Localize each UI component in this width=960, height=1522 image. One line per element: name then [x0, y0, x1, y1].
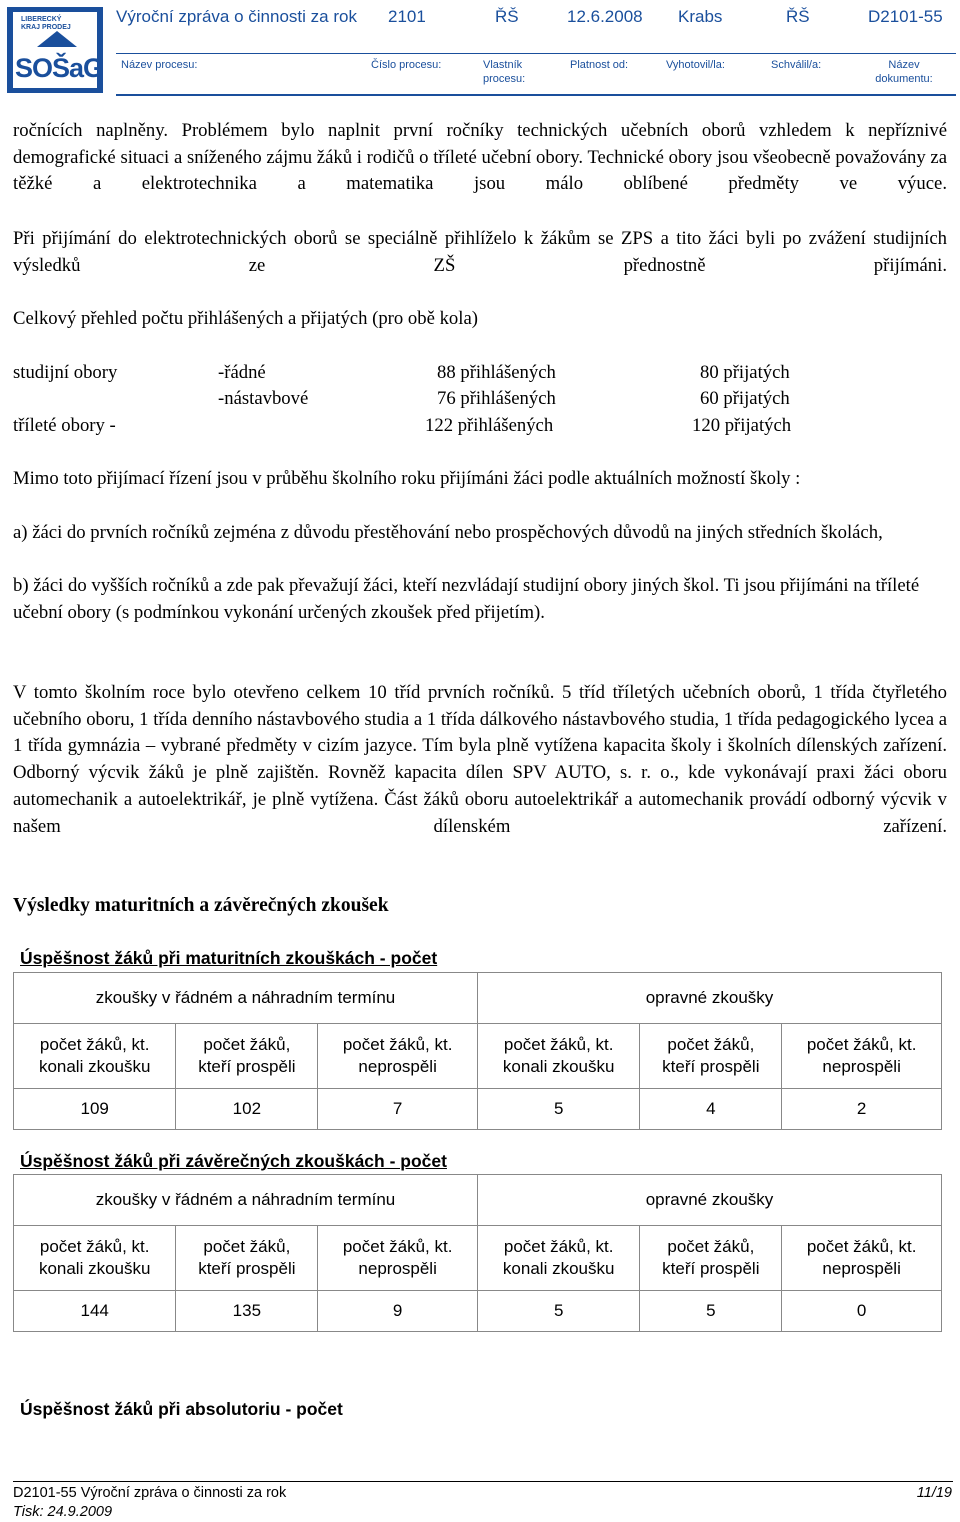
final-exam-results-table: [13, 1174, 942, 1332]
col-failed: počet žáků, kt. neprospěli: [318, 1226, 478, 1291]
col-took-exam: počet žáků, kt. konali zkoušku: [14, 1024, 176, 1089]
results-heading: Výsledky maturitních a závěrečných zkoušek: [13, 895, 389, 916]
footer-page-number: 11/19: [916, 1485, 952, 1501]
footer-doc-name: D2101-55 Výroční zpráva o činnosti za rok: [13, 1485, 287, 1501]
maturita-table-title: Úspěšnost žáků při maturitních zkouškách - počet: [20, 948, 438, 968]
label-owner: Vlastník procesu:: [483, 59, 526, 85]
value-failed: 9: [318, 1291, 478, 1332]
paragraph-ongoing-admission: Mimo toto přijímací řízení jsou v průběhu školního roku přijímáni žáci podle aktuálních možností školy :: [13, 468, 801, 489]
overview-row1-admitted: 80 přijatých: [700, 362, 790, 383]
group-regular: zkoušky v řádném a náhradním termínu: [14, 973, 478, 1024]
document-header: [0, 0, 960, 98]
col-retake-took-exam: počet žáků, kt. konali zkoušku: [477, 1024, 639, 1089]
label-process-name: Název procesu:: [121, 59, 198, 71]
overview-row1-applied: 88 přihlášených: [437, 362, 556, 383]
label-valid-from: Platnost od:: [570, 59, 629, 71]
value-retake-took-exam: 5: [477, 1291, 639, 1332]
logo-top-text: LIBERECKÝ KRAJ PRODEJ: [21, 16, 71, 31]
value-retake-failed: 0: [782, 1291, 942, 1332]
col-took-exam: počet žáků, kt. konali zkoušku: [14, 1226, 176, 1291]
header-bottom-rule: [116, 94, 956, 96]
overview-title: Celkový přehled počtu přihlášených a přijatých (pro obě kola): [13, 308, 478, 329]
header-process-no: 2101: [388, 7, 426, 26]
value-retake-passed: 5: [640, 1291, 782, 1332]
header-divider: [116, 53, 956, 54]
label-made-by: Vyhotovil/la:: [666, 59, 725, 71]
header-made-by: Krabs: [678, 7, 723, 26]
col-retake-took-exam: počet žáků, kt. konali zkoušku: [477, 1226, 639, 1291]
label-doc-name: Název dokumentu:: [875, 59, 933, 85]
value-retake-failed: 2: [782, 1089, 942, 1130]
header-title: Výroční zpráva o činnosti za rok: [116, 7, 357, 26]
col-retake-failed: počet žáků, kt. neprospěli: [782, 1024, 942, 1089]
table-row: [14, 1291, 942, 1332]
label-process-no: Číslo procesu:: [371, 59, 442, 71]
paragraph-classes: V tomto školním roce bylo otevřeno celkem 10 tříd prvních ročníků. 5 tříd tříletých učebních oborů, 1 třída čtyřletého učebního oboru, 1 třída denního nástavbového studia a 1 třída dálkového nástavbového studia, 1 třída pedagogického lycea a 1 třída gymnázia – vybrané předměty v cizím jazyce. Tím byla plně vytížena kapacita školy i školních dílenských zařízení. Odborný výcvik žáků je plně zajištěn. Rovněž kapacita dílen SPV AUTO, s. r. o., kde vykonávají praxi žáci oboru automechanik a autoelektrikář, je plně vytížena. Část žáků oboru autoelektrikář a automechanik provádí odborný výcvik v našem dílenském zařízení.: [13, 682, 947, 837]
col-passed: počet žáků, kteří prospěli: [176, 1024, 318, 1089]
label-approved-by: Schválil/a:: [771, 59, 822, 71]
overview-row1-label: studijní obory: [13, 362, 118, 383]
logo-brand-text: SOŠaG: [15, 53, 104, 83]
overview-row2-admitted: 60 přijatých: [700, 388, 790, 409]
overview-row1-type: -řádné: [218, 362, 266, 383]
overview-row3-applied: 122 přihlášených: [425, 415, 554, 436]
paragraph-case-a: a) žáci do prvních ročníků zejména z důvodu přestěhování nebo prospěchových důvodů na jiných středních školách,: [13, 522, 883, 543]
header-valid-from: 12.6.2008: [567, 7, 643, 26]
value-failed: 7: [318, 1089, 478, 1130]
footer-rule: [13, 1481, 953, 1482]
paragraph-admission: Při přijímání do elektrotechnických oborů se speciálně přihlíželo k žákům se ZPS a tito žáci byli po zvážení studijních výsledků ze ZŠ přednostně přijímáni.: [13, 228, 947, 276]
overview-row3-admitted: 120 přijatých: [692, 415, 792, 436]
value-retake-took-exam: 5: [477, 1089, 639, 1130]
col-retake-passed: počet žáků, kteří prospěli: [640, 1024, 782, 1089]
value-took-exam: 109: [14, 1089, 176, 1130]
table-column-header: [14, 1024, 942, 1089]
col-failed: počet žáků, kt. neprospěli: [318, 1024, 478, 1089]
col-retake-failed: počet žáků, kt. neprospěli: [782, 1226, 942, 1291]
document-footer: [0, 1481, 960, 1522]
group-regular: zkoušky v řádném a náhradním termínu: [14, 1175, 478, 1226]
paragraph-intro: ročnících naplněny. Problémem bylo naplnit první ročníky technických učebních oborů vzhledem k nepříznivé demografické situaci a sníženého zájmu žáků i rodičů o tříleté učební obory. Technické obory jsou všeobecně považovány za těžké a elektrotechnika a matematika jsou málo oblíbené předměty ve výuce.: [13, 120, 947, 195]
final-exam-table-title: Úspěšnost žáků při závěrečných zkouškách - počet: [20, 1151, 447, 1171]
table-group-header: [14, 973, 942, 1024]
col-retake-passed: počet žáků, kteří prospěli: [640, 1226, 782, 1291]
table-group-header: [14, 1175, 942, 1226]
header-doc-name: D2101-55: [868, 7, 943, 26]
value-passed: 102: [176, 1089, 318, 1130]
group-retake: opravné zkoušky: [477, 1175, 941, 1226]
footer-print-date: Tisk: 24.9.2009: [13, 1504, 113, 1520]
maturita-results-table: [13, 972, 942, 1130]
overview-row3-label: tříleté obory -: [13, 415, 116, 436]
value-retake-passed: 4: [640, 1089, 782, 1130]
overview-row2-applied: 76 přihlášených: [437, 388, 556, 409]
table-row: [14, 1089, 942, 1130]
logo-roof-shape: [37, 31, 77, 47]
school-logo: [7, 7, 103, 93]
overview-row2-type: -nástavbové: [218, 388, 309, 409]
col-passed: počet žáků, kteří prospěli: [176, 1226, 318, 1291]
paragraph-case-b: b) žáci do vyšších ročníků a zde pak převažují žáci, kteří nezvládají studijní obory jiných škol. Ti jsou přijímáni na tříleté učební obory (s podmínkou vykonání určených zkoušek před přijetím).: [13, 575, 920, 623]
value-took-exam: 144: [14, 1291, 176, 1332]
header-approved-by: ŘŠ: [786, 7, 810, 26]
table-column-header: [14, 1226, 942, 1291]
value-passed: 135: [176, 1291, 318, 1332]
group-retake: opravné zkoušky: [477, 973, 941, 1024]
absolutorium-title: Úspěšnost žáků při absolutoriu - počet: [20, 1399, 343, 1419]
header-owner: ŘŠ: [495, 7, 519, 26]
